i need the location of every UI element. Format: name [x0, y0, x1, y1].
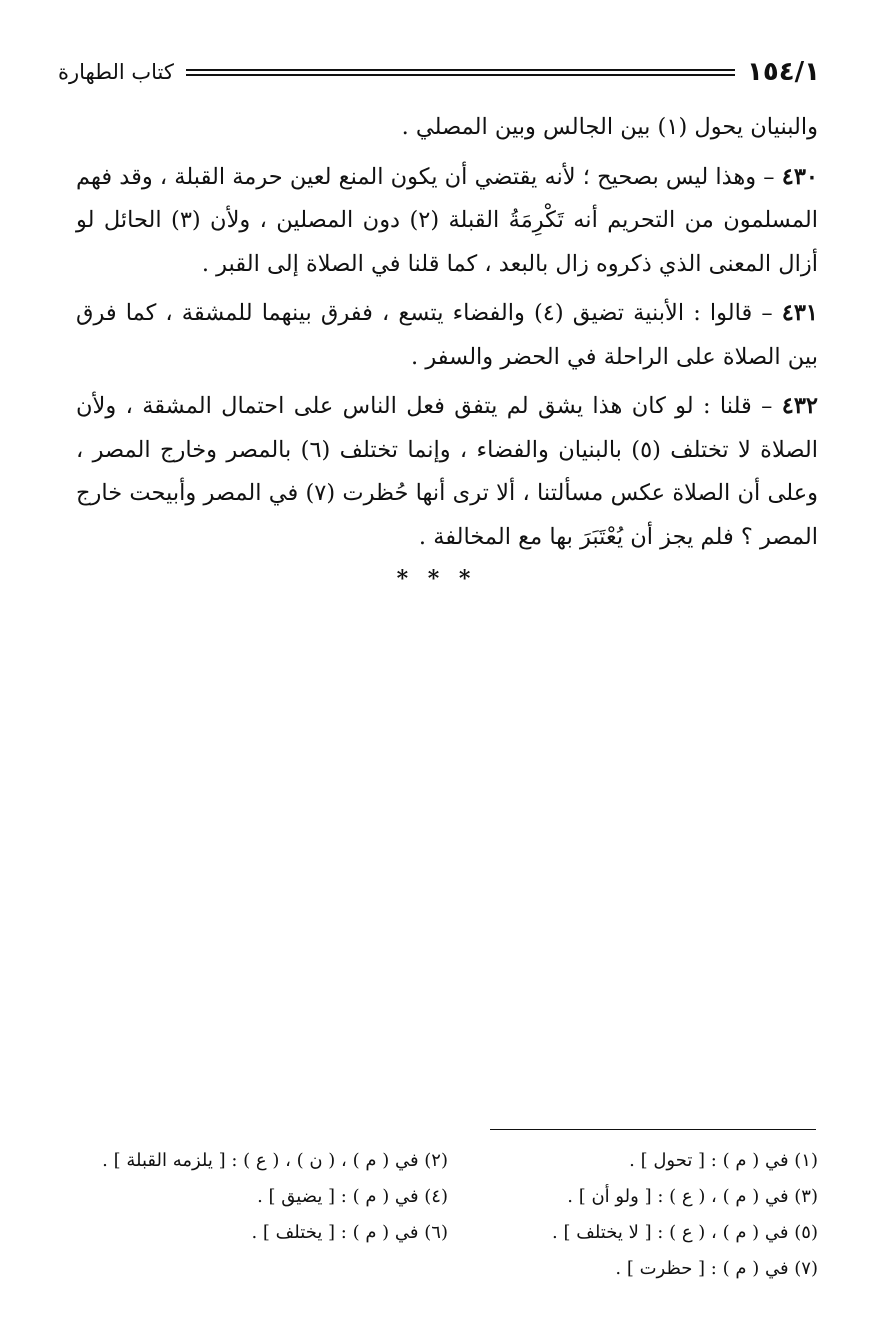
footnote-3: (٣) في ( م ) ، ( ع ) : [ ولو أن ] .	[567, 1185, 818, 1207]
footnote-row	[72, 1178, 818, 1214]
footnote-rule	[490, 1129, 816, 1130]
paragraph-431	[76, 292, 818, 379]
footnote-5: (٥) في ( م ) ، ( ع ) : [ لا يختلف ] .	[552, 1221, 818, 1243]
footnote-4: (٤) في ( م ) : [ يضيق ] .	[257, 1185, 448, 1207]
footnote-row	[72, 1250, 818, 1286]
paragraph-432	[76, 385, 818, 559]
page-number: ١٥٤/١	[747, 57, 820, 87]
footnote-row	[72, 1142, 818, 1178]
paragraph-text: – وهذا ليس بصحيح ؛ لأنه يقتضي أن يكون المنع لعين حرمة القبلة ، وقد فهم المسلمون من التحريم أنه تَكْرِمَةُ القبلة (٢) دون المصلين ، ولأن (٣) الحائل لو أزال المعنى الذي ذكروه زال بالبعد ، كما قلنا في الصلاة إلى القبر .	[76, 163, 818, 277]
paragraph-number: ٤٣١	[781, 300, 819, 326]
paragraph-text: – قالوا : الأبنية تضيق (٤) والفضاء يتسع ، ففرق بينهما للمشقة ، كما فرق بين الصلاة على الراحلة في الحضر والسفر .	[76, 300, 818, 370]
section-separator: * * *	[396, 566, 477, 592]
paragraph-number: ٤٣٢	[781, 393, 818, 419]
footnote-1: (١) في ( م ) : [ تحول ] .	[629, 1149, 818, 1171]
paragraph-430	[76, 156, 818, 287]
footnote-2: (٢) في ( م ) ، ( ن ) ، ( ع ) : [ يلزمه القبلة ] .	[102, 1149, 448, 1171]
book-title: كتاب الطهارة	[58, 60, 174, 84]
header-rule	[186, 69, 735, 76]
running-header	[58, 52, 820, 92]
footnote-7: (٧) في ( م ) : [ حظرت ] .	[615, 1257, 818, 1279]
footnote-6: (٦) في ( م ) : [ يختلف ] .	[251, 1221, 448, 1243]
paragraph-number: ٤٣٠	[781, 163, 818, 190]
paragraph-continuation	[76, 106, 818, 150]
paragraph-text: – قلنا : لو كان هذا يشق لم يتفق فعل الناس على احتمال المشقة ، ولأن الصلاة لا تختلف (٥) بالبنيان والفضاء ، وإنما تختلف (٦) بالمصر وخارج المصر ، وعلى أن الصلاة عكس مسألتنا ، ألا ترى أنها حُظرت (٧) في المصر وأبيحت خارج المصر ؟ فلم يجز أن يُعْتَبَرَ بها مع المخالفة .	[76, 393, 818, 550]
paragraph-text: والبنيان يحول (١) بين الجالس وبين المصلي .	[401, 114, 818, 140]
main-text	[76, 106, 818, 565]
footnotes	[72, 1142, 818, 1286]
footnote-row	[72, 1214, 818, 1250]
